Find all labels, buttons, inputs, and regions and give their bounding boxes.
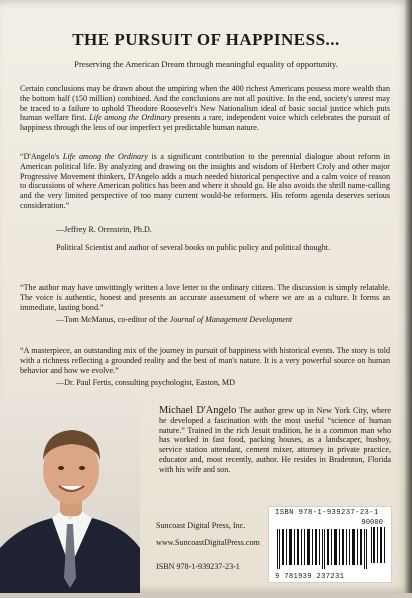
publisher-url: www.SuncoastDigitalPress.com xyxy=(156,538,260,547)
review-1-book-title: Life among the Ordinary xyxy=(62,152,148,161)
review-1-attribution: —Jeffrey R. Orenstein, Ph.D. xyxy=(56,225,152,234)
cover-edge-shadow xyxy=(404,0,412,593)
author-name: Michael D'Angelo xyxy=(159,405,237,416)
intro-text-end: presents a rare, independent voice which celebrates the pursuit of happiness through the lens of our imperfect yet predictable human nature. xyxy=(20,113,390,133)
review-2-attribution-name: —Tom McManus, co-editor of the xyxy=(56,315,170,324)
barcode-bars xyxy=(273,521,387,571)
review-1-credential: Political Scientist and author of several books on public policy and political thought. xyxy=(56,243,331,252)
barcode-digits: 9 781939 237231 xyxy=(275,573,345,581)
book-subtitle: Preserving the American Dream through meaningful equality of opportunity. xyxy=(74,59,338,69)
review-1-open: “D'Angelo's xyxy=(20,152,63,161)
publisher-name: Suncoast Digital Press, Inc. xyxy=(156,521,246,530)
review-1-text xyxy=(20,152,390,211)
barcode-price-code: 90000 xyxy=(361,519,383,527)
intro-text: Certain conclusions may be drawn about the umpiring when the 400 richest Americans possess more wealth than the bottom half (150 million) combined. And the conclusions are not all positive. In the end, society's unrest may be traced to a failure to uphold Theodore Roosevelt's New Nationalism ideal of basic social justice which puts human welfare first. xyxy=(20,84,390,123)
barcode-isbn-label: ISBN 978-1-939237-23-1 xyxy=(275,509,379,517)
publisher-isbn: ISBN 978-1-939237-23-1 xyxy=(156,562,240,571)
review-2-attribution xyxy=(56,315,292,325)
review-3-attribution: —Dr. Paul Fertis, consulting psychologist, Easton, MD xyxy=(56,378,235,387)
book-title: THE PURSUIT OF HAPPINESS... xyxy=(72,30,340,49)
review-2-text: “The author may have unwittingly written a love letter to the ordinary citizen. The discussion is simply relatable. The voice is authentic, honest and presents an accurate assessment of where we are as a culture. It forms an immediate, lasting bond.” xyxy=(20,283,390,312)
review-2-journal: Journal of Management Development xyxy=(169,315,293,324)
intro-book-title: Life among the Ordinary xyxy=(89,113,172,123)
author-bio-text: The author grew up in New York City, where he developed a fascination with the most useful “science of human nature.” Trained in the rich Jesuit tradition, he is a common man who has worked in fast food, packing houses, as a landscaper, busboy, service station attendant, cement mixer, attorney in private practice, educator and, most recently, author. He resides in Bradenton, Florida with his wife and son. xyxy=(159,406,391,474)
author-photo xyxy=(0,398,140,593)
intro-paragraph xyxy=(20,84,390,133)
review-1-body: is a significant contribution to the perennial dialogue about reform in American political life. By analyzing and drawing on the insights and wisdom of Herbert Croly and other major Progressive Movement thinkers, D'Angelo adds a much needed historical perspective and a calm voice of reason to discussions of where American politics has been and where it should go. He also avoids the shrill name-calling and the very limited perspective of too many current would-be reformers. His reform agenda deserves serious consideration.” xyxy=(20,152,390,210)
isbn-barcode xyxy=(268,506,392,583)
review-3-text: “A masterpiece, an outstanding mix of the journey in pursuit of happiness with historical events. The story is told with a richness reflecting a grounded reality and the best of man's nature. It is a very powerful source on human behavior and how we evolve.” xyxy=(20,346,390,375)
author-bio xyxy=(159,406,391,475)
author-portrait-illustration xyxy=(0,398,140,593)
